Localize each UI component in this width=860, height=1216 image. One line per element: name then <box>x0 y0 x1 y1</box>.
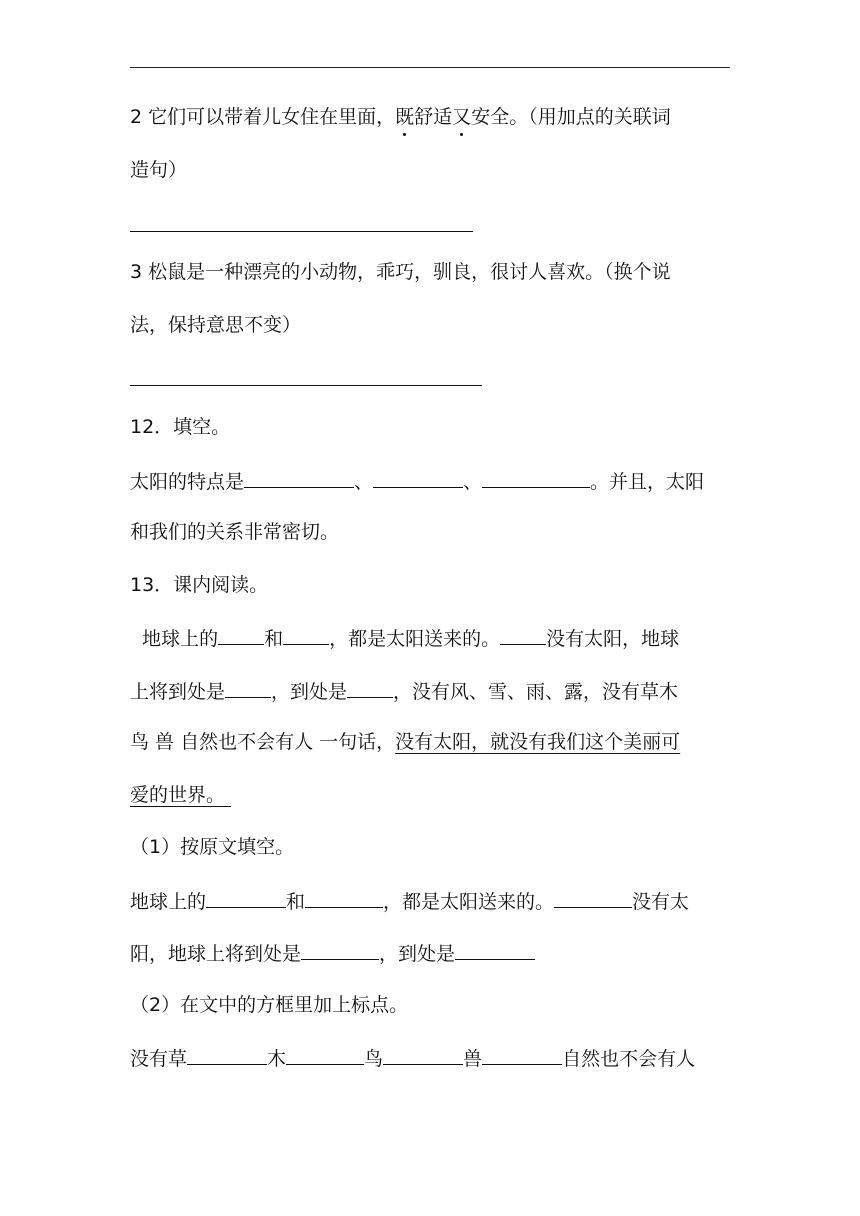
blank[interactable] <box>206 887 286 908</box>
blank[interactable] <box>455 939 535 960</box>
q13-sub1-line1: 地球上的 和 ，都是太阳送来的。 没有太 <box>130 887 689 915</box>
blank[interactable] <box>383 1044 463 1065</box>
q13-passage-line3: 鸟 兽 自然也不会有人 一句话，没有太阳，就没有我们这个美丽可 <box>130 731 681 753</box>
q3-line2: 法，保持意思不变） <box>130 314 302 336</box>
q2-line1: 2 它们可以带着儿女住在里面，既舒适又安全。（用加点的关联词 <box>130 106 671 128</box>
q13-heading: 13．课内阅读。 <box>130 574 269 596</box>
blank[interactable] <box>482 1044 562 1065</box>
blank[interactable] <box>347 677 393 698</box>
q13-sub1-line2: 阳，地球上将到处是 ，到处是 <box>130 939 535 967</box>
q2-dot-word-1: 既 <box>395 106 415 128</box>
q3-answer-line[interactable] <box>130 385 482 386</box>
blank[interactable] <box>373 467 463 488</box>
blank[interactable] <box>283 624 329 645</box>
q13-sub1-heading: （1）按原文填空。 <box>130 836 295 858</box>
q13-sub2-line1: 没有草 木 鸟 兽 自然也不会有人 <box>130 1044 695 1072</box>
q2-line2: 造句） <box>130 159 188 181</box>
underlined-sentence-end: 爱的世界。 <box>130 784 232 806</box>
top-rule <box>130 67 730 68</box>
q12-line2: 和我们的关系非常密切。 <box>130 521 340 543</box>
q12-heading: 12．填空。 <box>130 416 231 438</box>
q13-sub2-heading: （2）在文中的方框里加上标点。 <box>130 994 409 1016</box>
blank[interactable] <box>244 467 354 488</box>
blank[interactable] <box>225 677 271 698</box>
blank[interactable] <box>554 887 632 908</box>
blank[interactable] <box>187 1044 267 1065</box>
q2-answer-line[interactable] <box>130 231 473 232</box>
blank[interactable] <box>482 467 590 488</box>
blank[interactable] <box>286 1044 364 1065</box>
q12-line1: 太阳的特点是 、 、 。并且，太阳 <box>130 467 704 495</box>
blank[interactable] <box>218 624 264 645</box>
blank[interactable] <box>305 887 383 908</box>
q13-passage-line4 <box>130 782 231 808</box>
underlined-sentence: 没有太阳，就没有我们这个美丽可 <box>395 731 681 753</box>
blank[interactable] <box>301 939 379 960</box>
q13-passage-line1: 地球上的 和 ，都是太阳送来的。 没有太阳，地球 <box>130 624 679 652</box>
q3-line1: 3 松鼠是一种漂亮的小动物，乖巧，驯良，很讨人喜欢。（换个说 <box>130 261 671 283</box>
q13-passage-line2: 上将到处是 ，到处是 ，没有风、雪、雨、露，没有草木 <box>130 677 678 705</box>
q2-dot-word-2: 又 <box>452 106 472 128</box>
blank[interactable] <box>500 624 546 645</box>
